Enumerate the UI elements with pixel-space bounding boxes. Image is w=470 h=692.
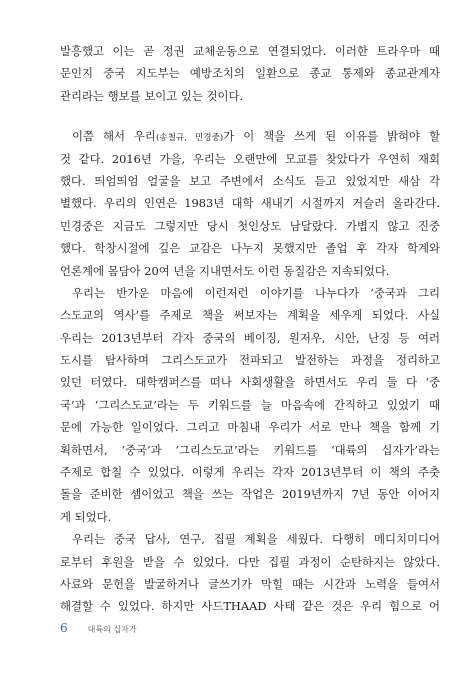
text-line: 게 되었다. xyxy=(60,509,112,524)
text-line: 문인지 중국 지도부는 예방조치의 일환으로 종교 통제와 종교관계자 xyxy=(60,66,440,81)
text-line xyxy=(60,125,440,147)
text-line: 우리는 반가운 마음에 이런저런 이야기를 나누다가 ‘중국과 그리 xyxy=(72,285,440,300)
page-footer xyxy=(60,621,137,639)
running-title: 대륙의 십자가 xyxy=(87,625,137,634)
author-names: (송철규, 민경중) xyxy=(155,133,224,144)
text-line: 별했다. 우리의 인연은 1983년 대학 새내기 시절까지 거슬러 올라간다. xyxy=(60,196,440,211)
text-line: 것 같다. 2016년 가을, 우리는 오랜만에 모교를 찾았다가 우연히 재회 xyxy=(60,151,440,166)
paragraph-1 xyxy=(60,40,440,107)
text-line: 스도교의 역사’를 주제로 책을 써보자는 계획을 세우게 되었다. 사실 xyxy=(60,308,440,323)
text-line: 주제로 합칠 수 있었다. 이렇게 우리는 각자 2013년부터 이 책의 주춧 xyxy=(60,465,440,480)
text-line: 국’과 ‘그리스도교’라는 두 키워드를 늘 마음속에 간직하고 있었기 때 xyxy=(60,397,440,412)
text-segment: 이쯤 해서 우리 xyxy=(72,129,156,144)
paragraph-4 xyxy=(60,528,440,618)
text-line: 민경중은 지금도 그렇지만 당시 첫인상도 남달랐다. 가볍지 않고 진중 xyxy=(60,218,440,233)
paragraph-2 xyxy=(60,125,440,282)
text-line: 획하면서, ‘중국’과 ‘그리스도교’라는 키워드를 ‘대륙의 십자가’라는 xyxy=(60,442,440,457)
text-line: 언론계에 몸담아 20여 년을 지내면서도 이런 동질감은 지속되었다. xyxy=(60,263,390,278)
text-line: 돌을 준비한 셈이었고 책을 쓰는 작업은 2019년까지 7년 동안 이어지 xyxy=(60,487,440,502)
text-line: 해결할 수 있었다. 하지만 사드THAAD 사태 같은 것은 우리 힘으로 어 xyxy=(60,599,440,614)
text-line: 도시를 탐사하며 그리스도교가 전파되고 발전하는 과정을 정리하고 xyxy=(60,353,440,368)
text-line: 발흥했고 이는 곧 정권 교체운동으로 연결되었다. 이러한 트라우마 때 xyxy=(60,44,440,58)
page-number: 6 xyxy=(60,621,68,635)
text-line: 우리는 중국 답사, 연구, 집필 계획을 세웠다. 다행히 메디치미디어 xyxy=(72,532,440,547)
text-line: 문에 가능한 일이었다. 그리고 마침내 우리가 서로 만나 책을 함께 기 xyxy=(60,420,440,435)
text-line: 했다. 학창시절에 깊은 교감은 나누지 못했지만 졸업 후 각자 학계와 xyxy=(60,241,440,256)
text-line: 관리라는 행보를 보이고 있는 것이다. xyxy=(60,88,244,103)
paragraph-spacer xyxy=(60,107,440,125)
text-line: 사료와 문헌을 발굴하거나 글쓰기가 막힐 때는 시간과 노력을 들여서 xyxy=(60,576,440,591)
text-line: 로부터 후원을 받을 수 있었다. 다만 집필 과정이 순탄하지는 않았다. xyxy=(60,554,440,569)
text-line: 있던 터였다. 대학캠퍼스를 떠나 사회생활을 하면서도 우리 둘 다 ‘중 xyxy=(60,375,440,390)
text-segment: 가 이 책을 쓰게 된 이유를 밝혀야 할 xyxy=(223,129,440,144)
body-text xyxy=(60,40,440,618)
paragraph-3 xyxy=(60,282,440,528)
text-line: 했다. 띄엄띄엄 얼굴을 보고 주변에서 소식도 듣고 있었지만 새삼 각 xyxy=(60,173,440,188)
text-line: 우리는 2013년부터 각자 중국의 베이징, 원저우, 시안, 난징 등 여러 xyxy=(60,330,440,345)
